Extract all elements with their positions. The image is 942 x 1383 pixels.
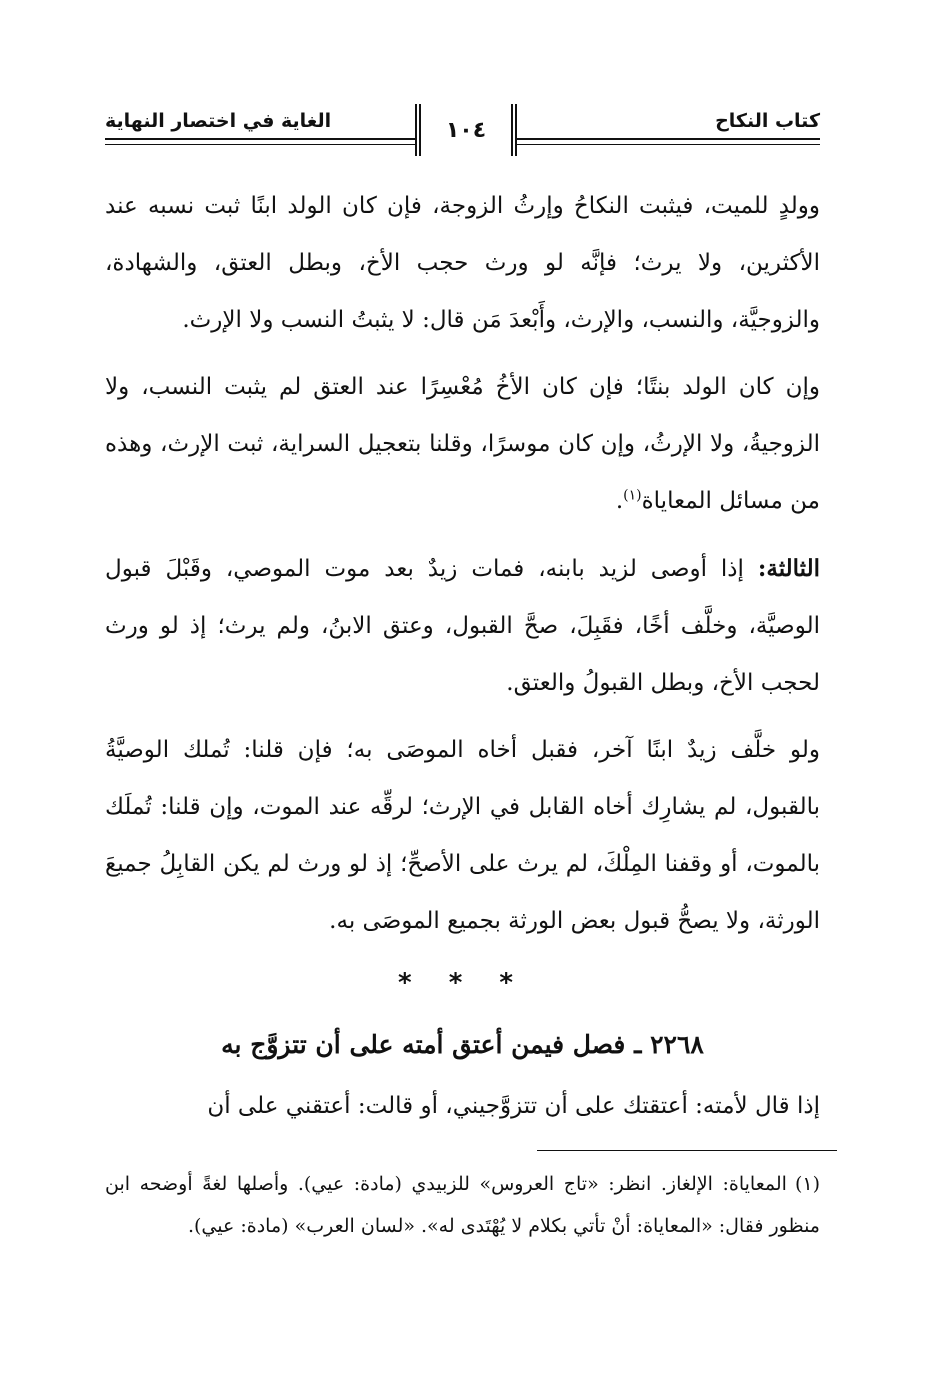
section-heading: ٢٢٦٨ ـ فصل فيمن أعتق أمته على أن تتزوَّج به [221,1030,704,1059]
footnote-reference[interactable]: (١) [623,487,642,504]
footnote-divider [537,1150,837,1151]
paragraph-text: إذا قال لأمته: أعتقتك على أن تتزوَّجيني، أو قالت: أعتقني على أن [207,1093,820,1119]
paragraph-tail: . [615,488,624,514]
paragraph-text: إذا أوصى لزيد بابنه، فمات زيدٌ بعد موت الموصي، وقَبْلَ قبول الوصيَّة، وخلَّف أخًا، فقَبِلَ، صحَّ القبول، وعتق الابنُ، ولم يرث؛ إذ لو ورث لحجب الأخ، وبطل القبولُ والعتق. [105,556,820,696]
paragraph-text: ولو خلَّف زيدٌ ابنًا آخر، فقبل أخاه الموصَى به؛ فإن قلنا: تُملك الوصيَّةُ بالقبول، لم يشارِك أخاه القابل في الإرث؛ لرقِّه عند الموت، وإن قلنا: تُملَك بالموت، أو وقفنا المِلْكَ، لم يرث على الأصحِّ؛ إذ لو ورث لم يكن القابِلُ جميعَ الورثة، ولا يصحُّ قبول بعض الورثة بجميع الموصَى به. [105,737,820,934]
footnote-number: (١) [794,1173,820,1195]
paragraph-2 [105,359,820,530]
paragraph-text: وإن كان الولد بنتًا؛ فإن كان الأخُ مُعْسِرًا عند العتق لم يثبت النسب، ولا الزوجيةُ، ولا الإرثُ، وإن كان موسرًا، وقلنا بتعجيل السراية، ثبت الإرث، وهذه من مسائل المعاياة [105,374,820,514]
paragraph-text: وولدٍ للميت، فيثبت النكاحُ وإرثُ الزوجة، فإن كان الولد ابنًا ثبت نسبه عند الأكثرين، ولا يرث؛ فإنَّه لو ورث حجب الأخ، وبطل العتق، والشهادة، والزوجيَّة، والنسب، والإرث، وأَبْعدَ مَن قال: لا يثبتُ النسب ولا الإرث. [105,193,820,333]
main-text [105,178,820,1145]
paragraph-3 [105,540,820,712]
footnotes [105,1163,820,1247]
section-paragraph [105,1078,820,1135]
book-chapter-title: كتاب النكاح [715,110,820,132]
paragraph-1 [105,178,820,349]
footnote-text: المعاياة: الإلغاز. انظر: «تاج العروس» للزبيدي (مادة: عيي). وأصلها لغةً أوضحه ابن منظور فقال: «المعاياة: أنْ تأتي بكلام لا يُهْتَدى له». «لسان العرب» (مادة: عيي). [105,1173,820,1237]
book-title: الغاية في اختصار النهاية [105,110,332,132]
page-header [105,100,820,160]
paragraph-lead: الثالثة: [757,555,820,582]
paragraph-4 [105,722,820,950]
page-number: ١٠٤ [415,104,517,156]
section-separator: * * * [398,968,527,998]
